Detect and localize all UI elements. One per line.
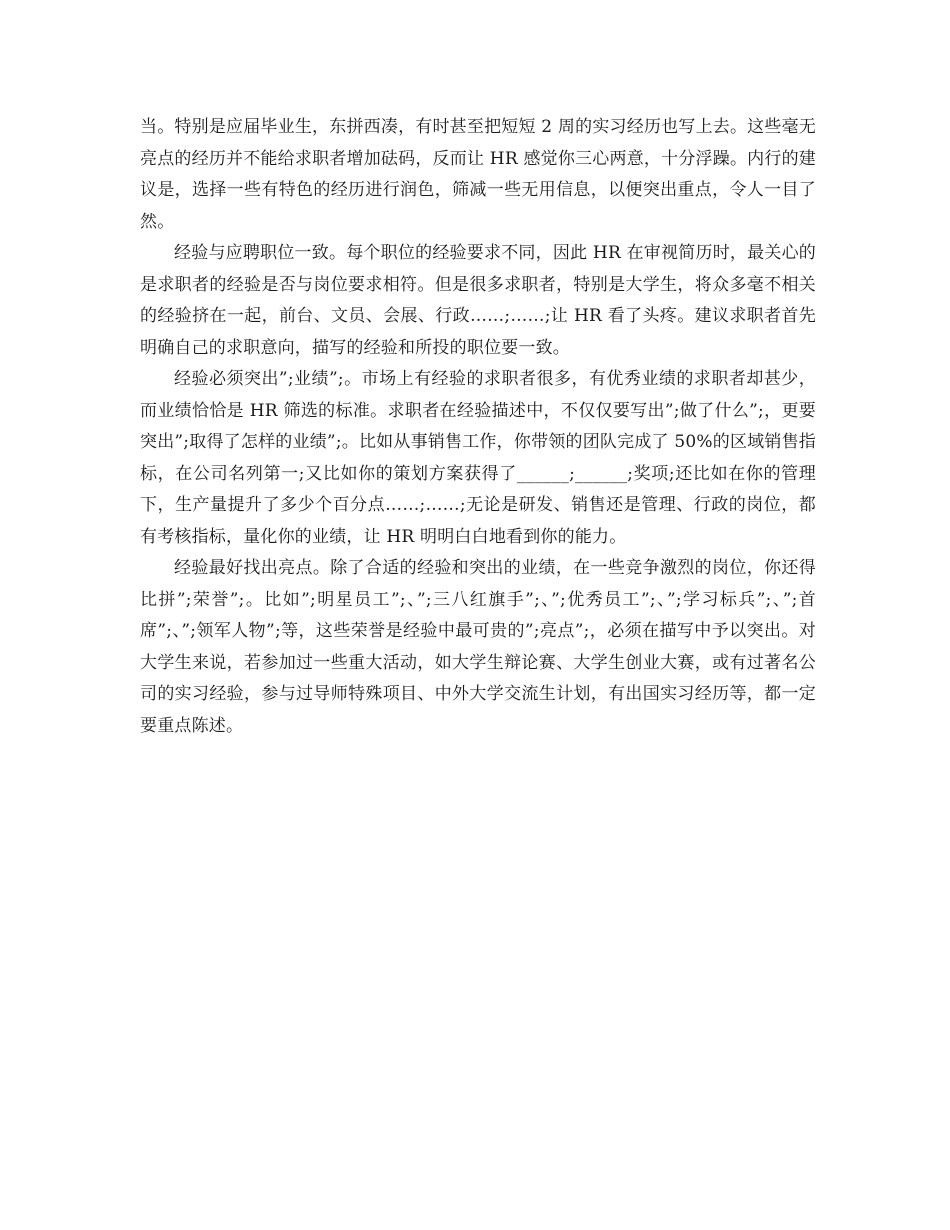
document-page bbox=[140, 112, 816, 742]
paragraph-find-highlights: 经验最好找出亮点。除了合适的经验和突出的业绩，在一些竞争激烈的岗位，你还得比拼”;荣誉”;。比如”;明星员工”;、”;三八红旗手”;、”;优秀员工”;、”;学习标兵”;、”;首席”;、”;领军人物”;等，这些荣誉是经验中最可贵的”;亮点”;，必须在描写中予以突出。对大学生来说，若参加过一些重大活动，如大学生辩论赛、大学生创业大赛，或有过著名公司的实习经验，参与过导师特殊项目、中外大学交流生计划，有出国实习经历等，都一定要重点陈述。 bbox=[140, 558, 816, 736]
paragraph-experience-match: 经验与应聘职位一致。每个职位的经验要求不同，因此 HR 在审视简历时，最关心的是求职者的经验是否与岗位要求相符。但是很多求职者，特别是大学生，将众多毫不相关的经验挤在一起，前台、文员、会展、行政……;……;让 HR 看了头疼。建议求职者首先明确自己的求职意向，描写的经验和所投的职位要一致。 bbox=[140, 243, 816, 358]
paragraph-continuation: 当。特别是应届毕业生，东拼西凑，有时甚至把短短 2 周的实习经历也写上去。这些毫无亮点的经历并不能给求职者增加砝码，反而让 HR 感觉你三心两意，十分浮躁。内行的建议是，选择一些有特色的经历进行润色，筛减一些无用信息，以便突出重点，令人一目了然。 bbox=[140, 117, 816, 232]
paragraph-highlight-achievements: 经验必须突出”;业绩”;。市场上有经验的求职者很多，有优秀业绩的求职者却甚少，而业绩恰恰是 HR 筛选的标准。求职者在经验描述中，不仅仅要写出”;做了什么”;，更要突出”;取得了怎样的业绩”;。比如从事销售工作，你带领的团队完成了 50%的区域销售指标，在公司名列第一;又比如你的策划方案获得了______;______;奖项;还比如在你的管理下，生产量提升了多少个百分点……;……;无论是研发、销售还是管理、行政的岗位，都有考核指标，量化你的业绩，让 HR 明明白白地看到你的能力。 bbox=[140, 369, 816, 547]
